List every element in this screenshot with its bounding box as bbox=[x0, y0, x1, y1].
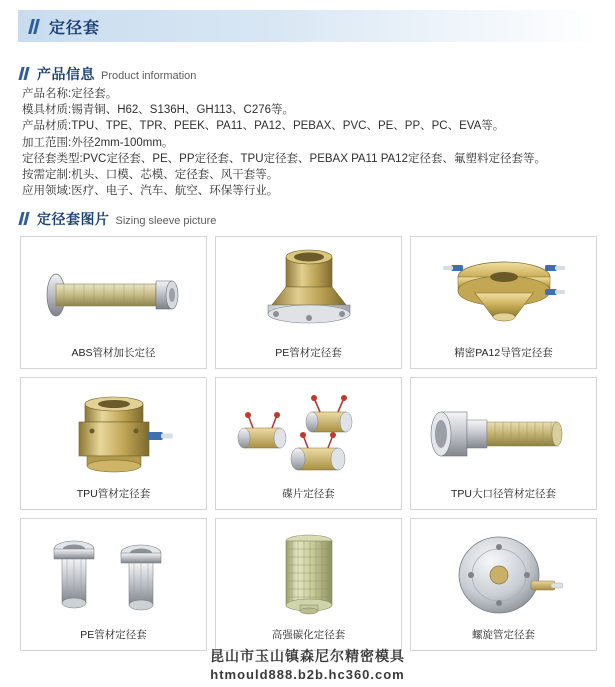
info-line: 产品名称:定径套。 bbox=[22, 88, 118, 100]
gallery-card[interactable] bbox=[215, 236, 402, 369]
header-accent-bars-icon bbox=[30, 19, 40, 34]
product-image bbox=[25, 241, 202, 345]
section-accent-bars-icon bbox=[20, 67, 30, 80]
product-image bbox=[415, 523, 592, 627]
product-caption: TPU管材定径套 bbox=[76, 488, 151, 500]
gallery-card[interactable] bbox=[20, 236, 207, 369]
product-image bbox=[415, 382, 592, 486]
product-caption: 高强碳化定径套 bbox=[271, 629, 346, 641]
gallery-card[interactable] bbox=[410, 518, 597, 651]
info-line: 加工范围:外径2mm-100mm。 bbox=[22, 136, 174, 149]
product-image bbox=[220, 241, 397, 345]
section-heading-product-info bbox=[20, 64, 196, 84]
product-image bbox=[25, 523, 202, 627]
gallery-card[interactable] bbox=[215, 377, 402, 510]
watermark-url: htmould888.b2b.hc360.com bbox=[210, 667, 405, 682]
info-line: 应用领域:医疗、电子、汽车、航空、环保等行业。 bbox=[22, 185, 279, 198]
product-image bbox=[25, 382, 202, 486]
watermark bbox=[0, 646, 615, 682]
product-gallery bbox=[20, 236, 597, 651]
product-image bbox=[415, 241, 592, 345]
section-title-cn: 定径套图片 bbox=[37, 211, 110, 227]
product-caption: 碟片定径套 bbox=[282, 488, 335, 500]
watermark-company: 昆山市玉山镇森尼尔精密模具 bbox=[210, 648, 405, 664]
product-image bbox=[220, 382, 397, 486]
gallery-card[interactable] bbox=[410, 377, 597, 510]
product-caption: PE管材定径套 bbox=[80, 629, 147, 641]
gallery-card[interactable] bbox=[215, 518, 402, 651]
info-line: 模具材质:锡青铜、H62、S136H、GH113、C276等。 bbox=[22, 104, 295, 117]
info-line: 按需定制:机头、口模、芯模、定径套、风干套等。 bbox=[22, 169, 279, 182]
product-caption: 精密PA12导管定径套 bbox=[454, 347, 553, 359]
info-line: 产品材质:TPU、TPE、TPR、PEEK、PA11、PA12、PEBAX、PVC、PE、PP、PC、EVA等。 bbox=[22, 120, 505, 133]
product-caption: ABS管材加长定径 bbox=[71, 347, 156, 359]
info-line: 定径套类型:PVC定径套、PE、PP定径套、TPU定径套、PEBAX PA11 PA12定径套、氟塑料定径套等。 bbox=[22, 152, 546, 165]
product-caption: TPU大口径管材定径套 bbox=[451, 488, 556, 500]
product-image bbox=[220, 523, 397, 627]
section-heading-picture bbox=[20, 209, 216, 229]
gallery-card[interactable] bbox=[20, 377, 207, 510]
page-title: 定径套 bbox=[49, 19, 101, 37]
product-caption: PE管材定径套 bbox=[275, 347, 342, 359]
product-caption: 螺旋管定径套 bbox=[472, 629, 535, 641]
page-header bbox=[18, 10, 597, 42]
section-title-cn: 产品信息 bbox=[37, 66, 95, 82]
section-accent-bars-icon bbox=[20, 212, 30, 225]
product-info-list bbox=[22, 86, 597, 199]
gallery-card[interactable] bbox=[410, 236, 597, 369]
section-title-en: Product information bbox=[101, 70, 197, 82]
gallery-card[interactable] bbox=[20, 518, 207, 651]
section-title-en: Sizing sleeve picture bbox=[115, 215, 217, 227]
